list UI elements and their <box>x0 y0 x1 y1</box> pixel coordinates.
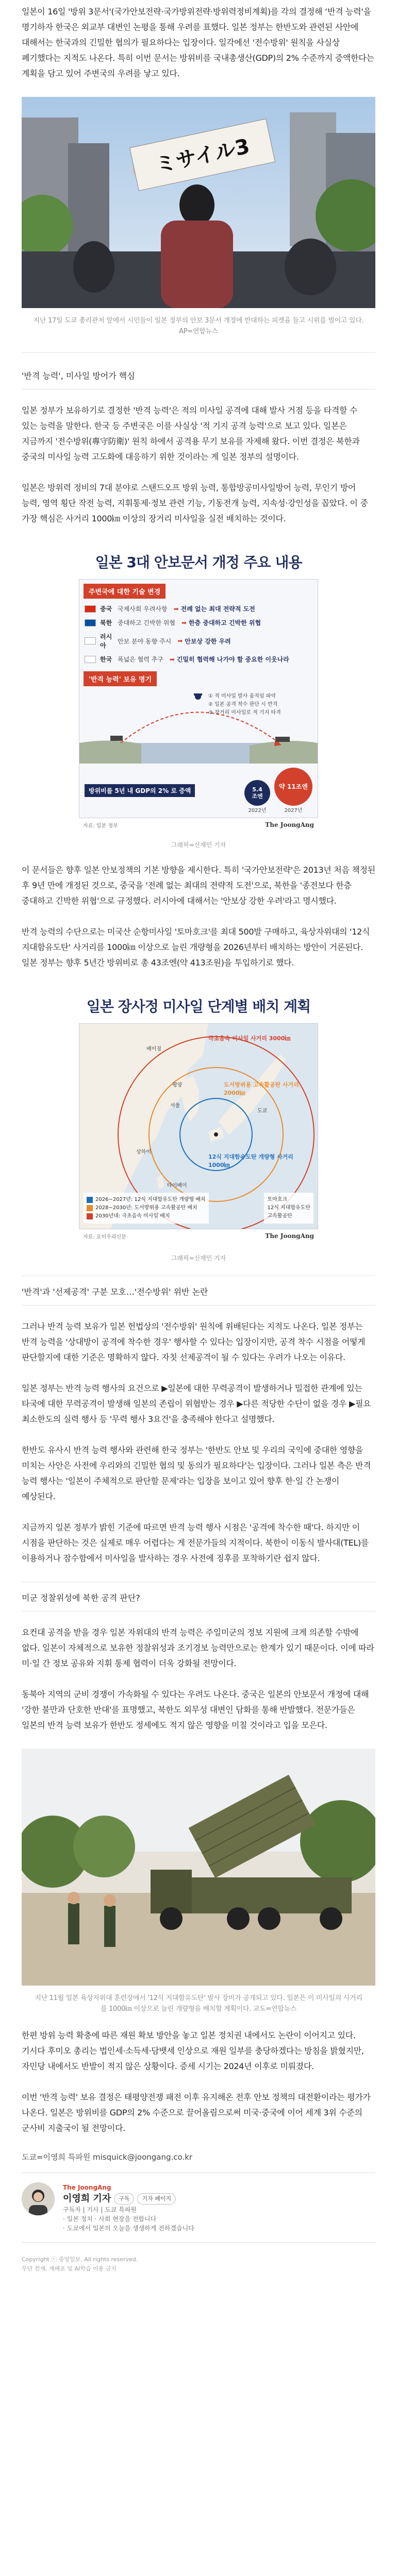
strike-scene <box>79 686 318 764</box>
env-desc: 안보 분야 동향 주시 <box>118 637 172 645</box>
weapon-2: 12식 지대함유도탄 <box>267 1205 310 1211</box>
arrow-right-icon: ➡ <box>169 655 175 663</box>
after1-para-2: 반격 능력의 수단으로는 미국산 순항미사일 '토마호크'를 최대 500발 구매하고, 육상자위대의 '12식 지대함유도탄' 사거리를 1000㎞ 이상으로 늘린 개량형을 2026년부터 배치하는 방안이 거론된다. 일본 정부는 향후 5년간 방위비로 총 43조엔(약 413조원)을 투입하기로 했다. <box>22 927 370 968</box>
legend-text-3: 2030년대: 극초음속 미사일 배치 <box>95 1213 170 1219</box>
author-bio-3: · 도쿄에서 일본의 오늘을 생생하게 전하겠습니다 <box>63 2225 194 2232</box>
weapon-1: 토마호크 <box>267 1197 288 1202</box>
env-head: 주변국에 대한 기술 변경 <box>84 584 166 599</box>
infographic-security-docs <box>70 542 327 836</box>
range-label-1000: 12식 지대함유도탄 개량형 사거리 1000㎞ <box>208 1154 293 1168</box>
strike-note-2: ② 일본 공격 착수 판단 시 반격 <box>208 702 278 707</box>
strike-head: '반격 능력' 보유 명기 <box>84 671 157 686</box>
divider <box>22 1305 375 1306</box>
info2-credit: 그래픽=신재민 기자 <box>171 1255 226 1262</box>
flag-icon <box>85 637 96 645</box>
env-country: 중국 <box>100 605 112 613</box>
env-rows <box>79 602 318 666</box>
budget-old-year: 2022년 <box>248 808 267 814</box>
info1-source: 자료: 일본 정부 <box>83 823 118 829</box>
info2-source-row <box>79 1229 318 1240</box>
section2-para-1: 그러나 반격 능력 보유가 일본 헌법상의 '전수방위' 원칙에 위배된다는 지적도 나온다. 일본 정부는 반격 능력을 '상대방이 공격에 착수한 경우' 행사할 수 있다는 입장이지만, 공격 착수 시점을 어떻게 판단할지에 대한 기준은 명확하지 않다. 자칫 선제공격이 될 수 있다는 우려가 나오는 이유다. <box>22 1321 366 1362</box>
copyright-line-1: Copyright ⓒ 중앙일보. All rights reserved. <box>22 2256 138 2263</box>
weapon-3: 고속활공탄 <box>267 1213 292 1219</box>
flag-icon <box>85 605 96 613</box>
section2-para-4: 지금까지 일본 정부가 밝힌 기준에 따르면 반격 능력 행사 시점은 '공격에 착수한 때'다. 하지만 이 시점을 판단하는 것은 실제로 매우 어렵다는 게 전문가들의 지적이다. 북한이 이동식 발사대(TEL)를 이용하거나 잠수함에서 미사일을 발사하는 경우 사전에 징후를 포착하기란 쉽지 않다. <box>22 1522 369 1563</box>
author-org: The JoongAng <box>63 2184 111 2191</box>
reporter-email: 도쿄=이영희 특파원 misquick@joongang.co.kr <box>22 2153 193 2162</box>
sign-text: ミサイル3 <box>153 134 252 178</box>
legend-swatch <box>87 1197 93 1203</box>
avatar-image <box>22 2182 55 2215</box>
author-bio-2: · 일본 정치 · 사회 현장을 전합니다 <box>63 2215 157 2223</box>
section1-para-1: 일본 정부가 보유하기로 결정한 '반격 능력'은 적의 미사일 공격에 대해 발사 거점 등을 타격할 수 있는 능력을 말한다. 한국 등 주변국은 이를 사실상 '적 기지 공격 능력'으로 보고 있다. 일본은 지금까지 '전수방위(專守防衛)' 원칙 하에서 공격용 무기 보유를 자제해 왔다. 이번 결정은 북한과 중국의 미사일 능력 고도화에 대응하기 위한 것이라는 게 일본 정부의 설명이다. <box>22 405 360 462</box>
divider <box>22 1611 375 1612</box>
photo2-caption: 지난 11월 일본 육상자위대 훈련장에서 '12식 지대함유도탄' 발사 장비가 공개되고 있다. 일본은 이 미사일의 사거리를 1000㎞ 이상으로 늘린 개량형을 배치할 계획이다. 교도=연합뉴스 <box>35 1994 362 2013</box>
arrow-right-icon: ➡ <box>181 619 187 626</box>
legend-item <box>87 1212 206 1221</box>
env-country: 한국 <box>100 656 112 663</box>
infographic2-title: 일본 장사정 미사일 단계별 배치 계획 <box>86 998 311 1015</box>
budget-new-circle: 약 11조엔 <box>274 768 312 806</box>
env-row <box>79 616 318 630</box>
infographic1-title: 일본 3대 안보문서 개정 주요 내용 <box>95 554 302 571</box>
missile-launcher-image <box>22 1749 375 1986</box>
budget-new <box>274 768 312 814</box>
weapon-list <box>264 1193 313 1224</box>
legend-item <box>87 1204 206 1212</box>
budget-old-circle: 5.4 조엔 <box>244 780 270 806</box>
intro-paragraph: 일본이 16일 '방위 3문서'(국가안보전략·국가방위전략·방위력정비계획)를 각의 결정해 ‘반격 능력'을 명기하자 한국은 외교부 대변인 논평을 통해 우려를 표했다. 일본 정부는 한반도와 관련된 사안에 대해서는 한국과의 긴밀한 협의가 필요하다는 입장이다. 일각에선 '전수방위' 원칙을 사실상 폐기했다는 지적도 나온다. 특히 이번 문서는 방위비를 국내총생산(GDP)의 2% 수준까지 증액한다는 계획을 담고 있어 주변국의 우려를 낳고 있다. <box>22 7 374 78</box>
author-info <box>63 2182 194 2233</box>
arrow-right-icon: ➡ <box>173 605 179 613</box>
env-desc: 국제사회 우려사항 <box>118 605 168 613</box>
info1-credit: 그래픽=신재민 기자 <box>171 841 226 849</box>
missile-map <box>79 1023 318 1229</box>
place-taipei: 타이베이 <box>167 1183 187 1189</box>
flag-icon <box>85 619 96 626</box>
strike-diagram <box>79 686 318 764</box>
strike-note-3: ③ 장거리 미사일로 적 기지 타격 <box>208 710 281 716</box>
author-card <box>22 2173 375 2243</box>
legend-swatch <box>87 1213 93 1219</box>
env-result: 안보상 강한 우려 <box>185 637 231 645</box>
env-country: 러시아 <box>100 633 112 649</box>
divider <box>22 352 375 353</box>
budget-circles <box>244 768 312 814</box>
env-row <box>79 630 318 652</box>
section2-para-2: 일본 정부는 반격 능력 행사의 요건으로 ▶일본에 대한 무력공격이 발생하거나 밀접한 관계에 있는 타국에 대한 무력공격이 발생해 일본의 존립이 위협받는 경우 ▶다른 적당한 수단이 없을 경우 ▶필요 최소한도의 실력 행사 등 '무력 행사 3요건'을 충족해야 한다고 설명했다. <box>22 1383 371 1424</box>
photo1-caption: 지난 17일 도쿄 총리관저 앞에서 시민들이 일본 정부의 안보 3문서 개정에 반대하는 피켓을 들고 시위를 벌이고 있다. AP=연합뉴스 <box>33 317 364 335</box>
flag-icon <box>85 656 96 663</box>
copyright <box>22 2248 375 2289</box>
copyright-line-2: 무단 전재, 재배포 및 AI학습 이용 금지 <box>22 2265 117 2272</box>
place-beijing: 베이징 <box>146 1046 161 1052</box>
section3-para-2: 동북아 지역의 군비 경쟁이 가속화될 수 있다는 우려도 나온다. 중국은 일본의 안보문서 개정에 대해 '강한 불만과 단호한 반대'를 표명했고, 북한도 외무성 대변인 담화를 통해 반발했다. 전문가들은 일본의 반격 능력 보유가 한반도 정세에도 적지 않은 영향을 미칠 것이라고 입을 모은다. <box>22 1689 369 1730</box>
budget-bar <box>79 764 318 818</box>
infographic-missile-map <box>70 986 327 1249</box>
env-box <box>79 579 318 818</box>
defense-label: 방위비를 5년 내 GDP의 2% 로 증액 <box>85 784 195 797</box>
author-name[interactable]: 이영희 기자 <box>63 2193 111 2204</box>
after1-para-1: 이 문서들은 향후 일본 안보정책의 기본 방향을 제시한다. 특히 '국가안보전략'은 2013년 처음 책정된 후 9년 만에 개정된 것으로, 중국을 '전례 없는 최대의 전략적 도전'으로, 북한을 '종전보다 한층 중대하고 긴박한 위협'으로 규정했다. 러시아에 대해서는 '안보상 강한 우려'라고 명시했다. <box>22 865 375 906</box>
legend-swatch <box>87 1205 93 1211</box>
env-desc: 중대하고 긴박한 위협 <box>118 619 175 626</box>
info1-source-row <box>79 818 318 829</box>
info2-source: 자료: 요미우리신문 <box>83 1234 126 1240</box>
env-row <box>79 602 318 616</box>
info2-logo: The JoongAng <box>265 1232 314 1240</box>
section-head-2: '반격'과 '선제공격' 구분 모호…'전수방위' 위반 논란 <box>22 1287 208 1297</box>
range-label-3000: 극초음속 미사일 사거리 3000㎞ <box>208 1035 291 1042</box>
place-shanghai: 상하이 <box>136 1149 151 1155</box>
section1-para-2: 일본은 방위력 정비의 7대 분야로 스탠드오프 방위 능력, 통합방공미사일방어 능력, 무인기 방어 능력, 영역 횡단 작전 능력, 지휘통제·정보 관련 기능, 기동전개 능력, 지속성·강인성을 꼽았다. 이 중 가장 핵심은 사거리 1000㎞ 이상의 장거리 미사일을 실전 배치하는 것이다. <box>22 483 368 523</box>
env-desc: 폭넓은 협력 추구 <box>118 656 163 663</box>
budget-old <box>244 780 270 814</box>
author-name-row <box>63 2193 194 2205</box>
range-label-2000: 도서방위용 고속활공탄 사거리 2000㎞ <box>224 1081 299 1096</box>
protest-photo <box>22 97 375 337</box>
final-para-1: 한편 방위 능력 확충에 따른 재원 확보 방안을 놓고 일본 정치권 내에서도 논란이 이어지고 있다. 기시다 후미오 총리는 법인세·소득세·담뱃세 인상으로 재원 일부를 충당하겠다는 방침을 밝혔지만, 자민당 내에서도 반발이 적지 않은 상황이다. 증세 시기는 2024년 이후로 미뤄졌다. <box>22 2030 364 2071</box>
missile-launcher-photo <box>22 1749 375 2014</box>
info1-logo: The JoongAng <box>265 821 314 828</box>
final-para-2: 이번 '반격 능력' 보유 결정은 태평양전쟁 패전 이후 유지해온 전후 안보 정책의 대전환이라는 평가가 나온다. 일본은 방위비를 GDP의 2% 수준으로 끌어올림으로써 미국·중국에 이어 세계 3위 수준의 군사비 지출국이 될 전망이다. <box>22 2092 371 2133</box>
strike-note-1: ① 적 미사일 발사 움직임 파악 <box>208 693 276 699</box>
section2-para-3: 한반도 유사시 반격 능력 행사와 관련해 한국 정부는 '한반도 안보 및 우리의 국익에 중대한 영향을 미치는 사안은 사전에 우리와의 긴밀한 협의 및 동의가 필요하다'는 입장이다. 그러나 일본 측은 반격 능력 행사는 '일본이 주체적으로 판단할 문제'라는 입장을 보이고 있어 향후 한·일 간 논쟁이 예상된다. <box>22 1445 371 1501</box>
section-head-1: '반격 능력', 미사일 방어가 핵심 <box>22 371 135 381</box>
env-row <box>79 652 318 666</box>
legend-text-2: 2028~2030년: 도서방위용 고속활공탄 배치 <box>95 1205 197 1211</box>
legend-item <box>87 1196 206 1204</box>
section3-para-1: 요컨대 공격을 받을 경우 일본 자위대의 반격 능력은 주일미군의 정보 지원에 크게 의존할 수밖에 없다. 일본이 자체적으로 보유한 정찰위성과 조기경보 능력만으로는 한계가 있기 때문이다. 이에 따라 미·일 간 정보 공유와 지휘 통제 협력이 더욱 강화될 전망이다. <box>22 1628 374 1668</box>
author-bio-1: 구독자 | 기사 | 도쿄 특파원 <box>63 2206 137 2213</box>
map-legend <box>84 1193 209 1224</box>
reporter-page-button[interactable]: 기자 페이지 <box>137 2193 176 2205</box>
budget-new-year: 2027년 <box>284 808 303 814</box>
env-result: 긴밀히 협력해 나가야 할 중요한 이웃나라 <box>176 656 289 663</box>
avatar[interactable] <box>22 2182 55 2215</box>
protest-photo-image <box>22 97 375 308</box>
place-seoul: 서울 <box>170 1103 180 1109</box>
arrow-right-icon: ➡ <box>177 637 183 645</box>
env-country: 북한 <box>100 619 112 626</box>
subscribe-button[interactable]: 구독 <box>114 2193 134 2205</box>
place-pyongyang: 평양 <box>172 1082 183 1088</box>
place-tokyo: 도쿄 <box>257 1108 268 1114</box>
legend-text-1: 2026~2027년: 12식 지대함유도탄 개량형 배치 <box>95 1197 206 1202</box>
section-head-3: 미군 정찰위성에 북한 공격 판단? <box>22 1593 140 1603</box>
env-result: 전례 없는 최대 전략적 도전 <box>180 605 255 613</box>
env-result: 한층 중대하고 긴박한 위협 <box>189 619 261 626</box>
